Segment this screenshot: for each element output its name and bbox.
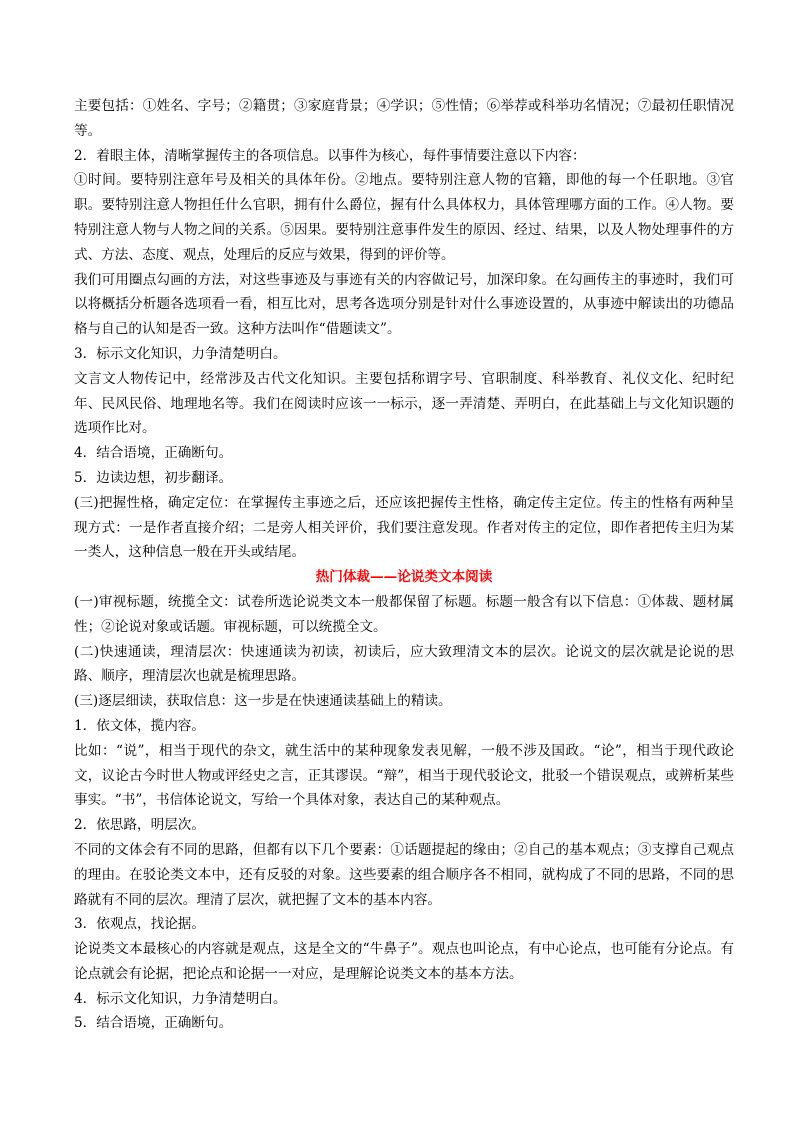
paragraph-structure-elements: 不同的文体会有不同的思路，但都有以下几个要素：①话题提起的缘由；②自己的基本观点；③支撑自己观点的理由。在驳论类文本中，还有反驳的对象。这些要素的组合顺序各不相同，就构成了不同的思路，不同的思路就有不同的层次。理清了层次，就把握了文本的基本内容。: [74, 841, 734, 908]
paragraph-main-includes: 主要包括：①姓名、字号；②籍贯；③家庭背景；④学识；⑤性情；⑥举荐或科举功名情况；⑦最初任职情况等。: [74, 98, 734, 139]
paragraph-quick-read: (二)快速通读，理清层次：快速通读为初读，初读后，应大致理清文本的层次。论说文的层次就是论说的思路、顺序，理清层次也就是梳理思路。: [74, 643, 734, 685]
paragraph-structure-heading: 2．依思路，明层次。: [74, 817, 205, 834]
paragraph-point-2-heading: 2．着眼主体，清晰掌握传主的各项信息。以事件为核心，每件事情要注意以下内容：: [74, 147, 586, 164]
section-title: 热门体裁——论说类文本阅读: [315, 569, 493, 586]
paragraph-point-3-heading: 3．标示文化知识，力争清楚明白。: [74, 345, 287, 362]
paragraph-genre-examples: 比如：“说”，相当于现代的杂文，就生活中的某种现象发表见解，一般不涉及国政。“论”，相当于现代政论文，议论古今时世人物或评经史之言，正其谬误。“辩”，相当于现代驳论文，批驳一个错误观点，或辨析某些事实。“书”，书信体论说文，写给一个具体对象，表达自己的某种观点。: [74, 742, 734, 809]
paragraph-event-details: ①时间。要特别注意年号及相关的具体年份。②地点。要特别注意人物的官籍，即他的每一个任职地。③官职。要特别注意人物担任什么官职，拥有什么爵位，握有什么具体权力，具体管理哪方面的工作。④人物。要特别注意人物与人物之间的关系。⑤因果。要特别注意事件发生的原因、经过、结果，以及人物处理事件的方式、方法、态度、观点，处理后的反应与效果，得到的评价等。: [74, 172, 734, 263]
paragraph-culture-knowledge: 文言文人物传记中，经常涉及古代文化知识。主要包括称谓字号、官职制度、科举教育、礼仪文化、纪时纪年、民风民俗、地理地名等。我们在阅读时应该一一标示，逐一弄清楚、弄明白，在此基础上与文化知识题的选项作比对。: [74, 370, 734, 437]
paragraph-punctuation-heading: 5．结合语境，正确断句。: [74, 1015, 233, 1032]
paragraph-circle-method: 我们可用圈点勾画的方法，对这些事迹及与事迹有关的内容做记号，加深印象。在勾画传主的事迹时，我们可以将概括分析题各选项看一看，相互比对，思考各选项分别是针对什么事迹设置的，从事迹中解读出的功德品格与自己的认知是否一致。这种方法叫作“借题读文”。: [74, 271, 734, 338]
paragraph-point-4-heading: 4．结合语境，正确断句。: [74, 445, 233, 462]
paragraph-point-5-heading: 5．边读边想，初步翻译。: [74, 469, 233, 486]
paragraph-genre-heading: 1．依文体，揽内容。: [74, 717, 205, 734]
paragraph-review-title: (一)审视标题，统揽全文：试卷所选论说类文本一般都保留了标题。标题一般含有以下信息：①体裁、题材属性；②论说对象或话题。审视标题，可以统揽全文。: [74, 593, 734, 635]
paragraph-argument-core: 论说类文本最核心的内容就是观点，这是全文的“牛鼻子”。观点也叫论点，有中心论点，也可能有分论点。有论点就会有论据，把论点和论据一一对应，是理解论说类文本的基本方法。: [74, 941, 734, 982]
paragraph-argument-heading: 3．依观点，找论据。: [74, 916, 205, 933]
paragraph-culture-heading-2: 4．标示文化知识，力争清楚明白。: [74, 990, 287, 1007]
paragraph-character-positioning: (三)把握性格，确定定位：在掌握传主事迹之后，还应该把握传主性格，确定传主定位。传主的性格有两种呈现方式：一是作者直接介绍；二是旁人相关评价，我们要注意发现。作者对传主的定位，即作者把传主归为某一类人，这种信息一般在开头或结尾。: [74, 494, 734, 561]
document-body: [74, 94, 734, 1036]
paragraph-detailed-read: (三)逐层细读，获取信息：这一步是在快速通读基础上的精读。: [74, 693, 452, 710]
